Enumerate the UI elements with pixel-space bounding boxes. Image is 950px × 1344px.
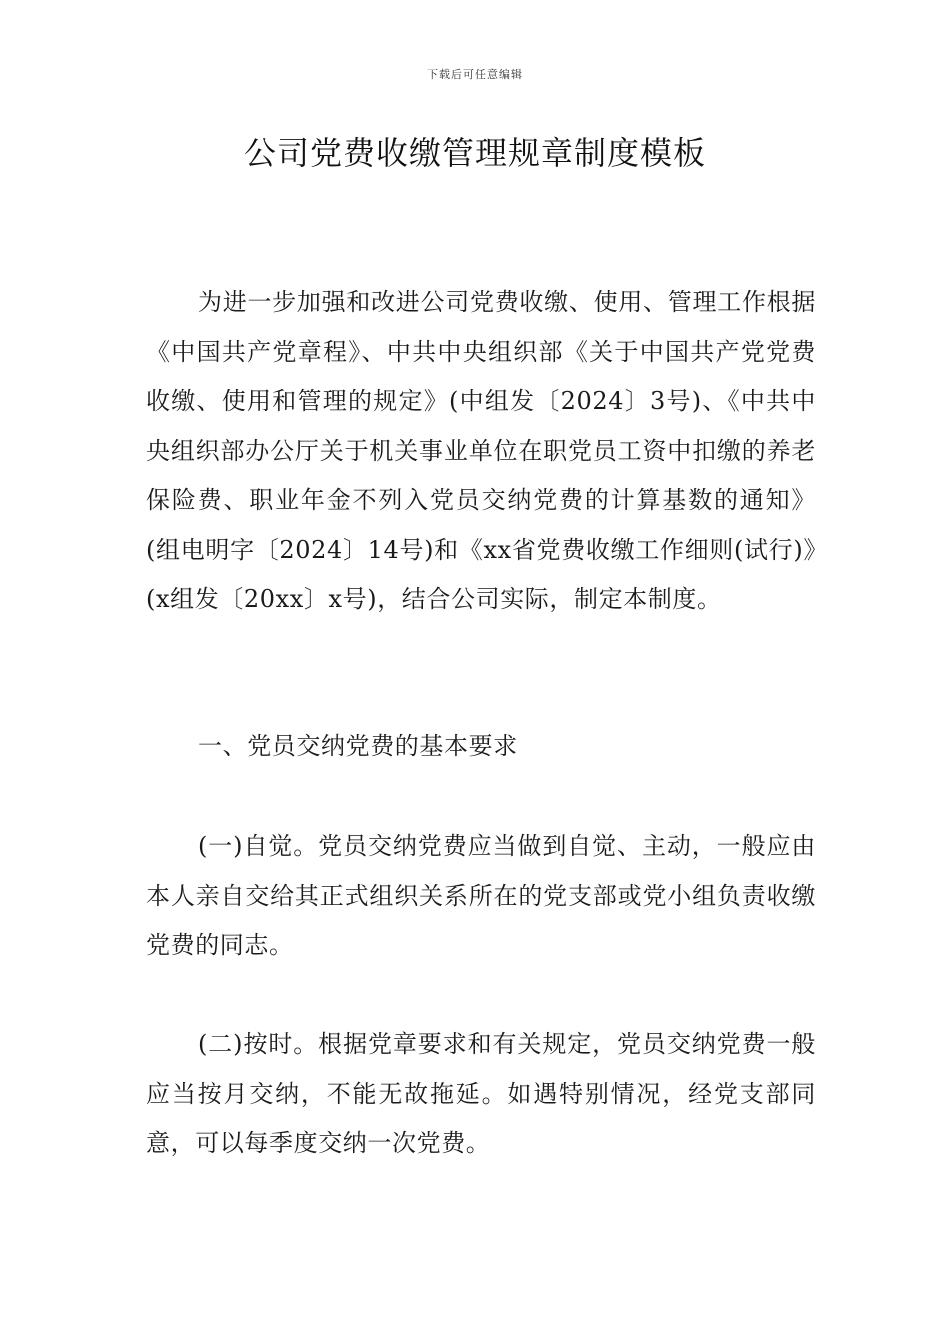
download-note: 下载后可任意编辑 xyxy=(427,68,523,81)
section-heading: 一、党员交纳党费的基本要求 xyxy=(198,732,518,760)
requirement-paragraph-2: (二)按时。根据党章要求和有关规定，党员交纳党费一般应当按月交纳，不能无故拖延。如遇特别情况，经党支部同意，可以每季度交纳一次党费。 xyxy=(146,1030,816,1157)
document-title: 公司党费收缴管理规章制度模板 xyxy=(243,134,706,172)
intro-paragraph: 为进一步加强和改进公司党费收缴、使用、管理工作根据《中国共产党章程》、中共中央组织部《关于中国共产党党费收缴、使用和管理的规定》(中组发〔2024〕3号)、《中共中央组织部办公厅关于机关事业单位在职党员工资中扣缴的养老保险费、职业年金不列入党员交纳党费的计算基数的通知》(组电明字〔2024〕14号)和《xx省党费收缴工作细则(试行)》(x组发〔20xx〕x号)，结合公司实际，制定本制度。 xyxy=(146,288,816,613)
requirement-paragraph-1: (一)自觉。党员交纳党费应当做到自觉、主动，一般应由本人亲自交给其正式组织关系所在的党支部或党小组负责收缴党费的同志。 xyxy=(146,832,816,959)
